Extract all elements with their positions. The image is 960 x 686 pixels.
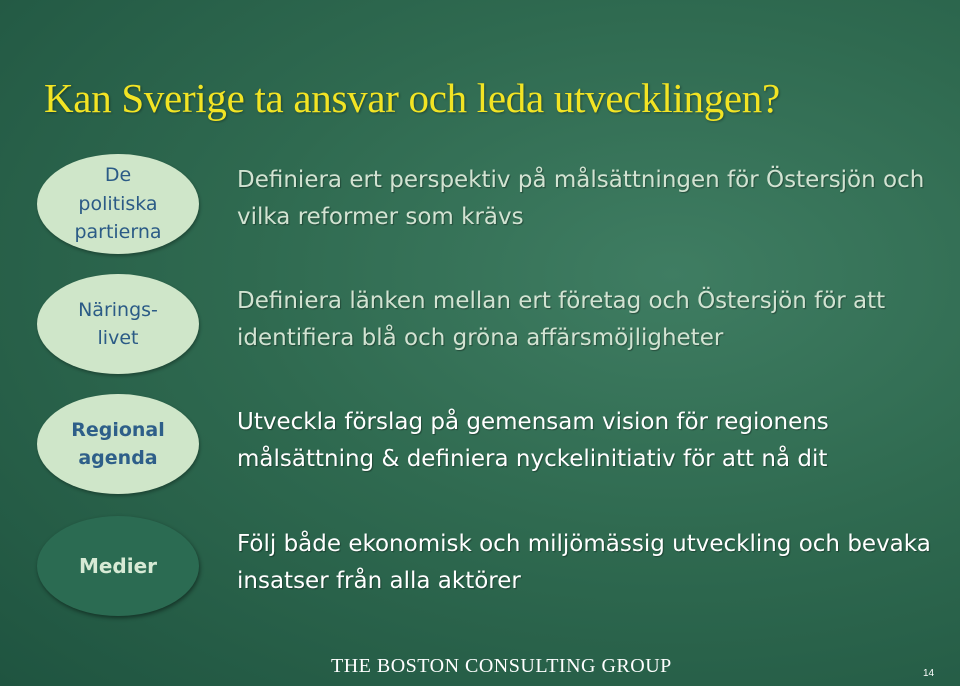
page-number: 14	[923, 668, 935, 679]
statement-naringslivet: Definiera länken mellan ert företag och Östersjön för att identifiera blå och gröna affärsmöjligheter	[237, 288, 886, 351]
stakeholder-oval-medier	[37, 516, 199, 616]
slide-title: Kan Sverige ta ansvar och leda utvecklingen?	[44, 75, 780, 121]
statement-regional-agenda: Utveckla förslag på gemensam vision för regionens målsättning & definiera nyckelinitiativ för att nå dit	[237, 409, 829, 472]
stakeholder-label: Medier	[78, 554, 158, 578]
stakeholder-label: De politiska partierna	[74, 164, 162, 244]
bcg-logo-footer: THE BOSTON CONSULTING GROUP	[331, 655, 672, 677]
stakeholder-oval-naringslivet	[37, 274, 199, 374]
statement-politiska-partierna: Definiera ert perspektiv på målsättningen för Östersjön och vilka reformer som krävs	[237, 167, 925, 230]
stakeholder-label: Närings- livet	[78, 298, 158, 349]
statement-medier: Följ både ekonomisk och miljömässig utveckling och bevaka insatser från alla aktörer	[237, 531, 931, 594]
stakeholder-oval-regional-agenda	[37, 394, 199, 494]
stakeholder-label: Regional agenda	[71, 418, 165, 469]
stakeholder-oval-politiska-partierna	[37, 154, 199, 254]
